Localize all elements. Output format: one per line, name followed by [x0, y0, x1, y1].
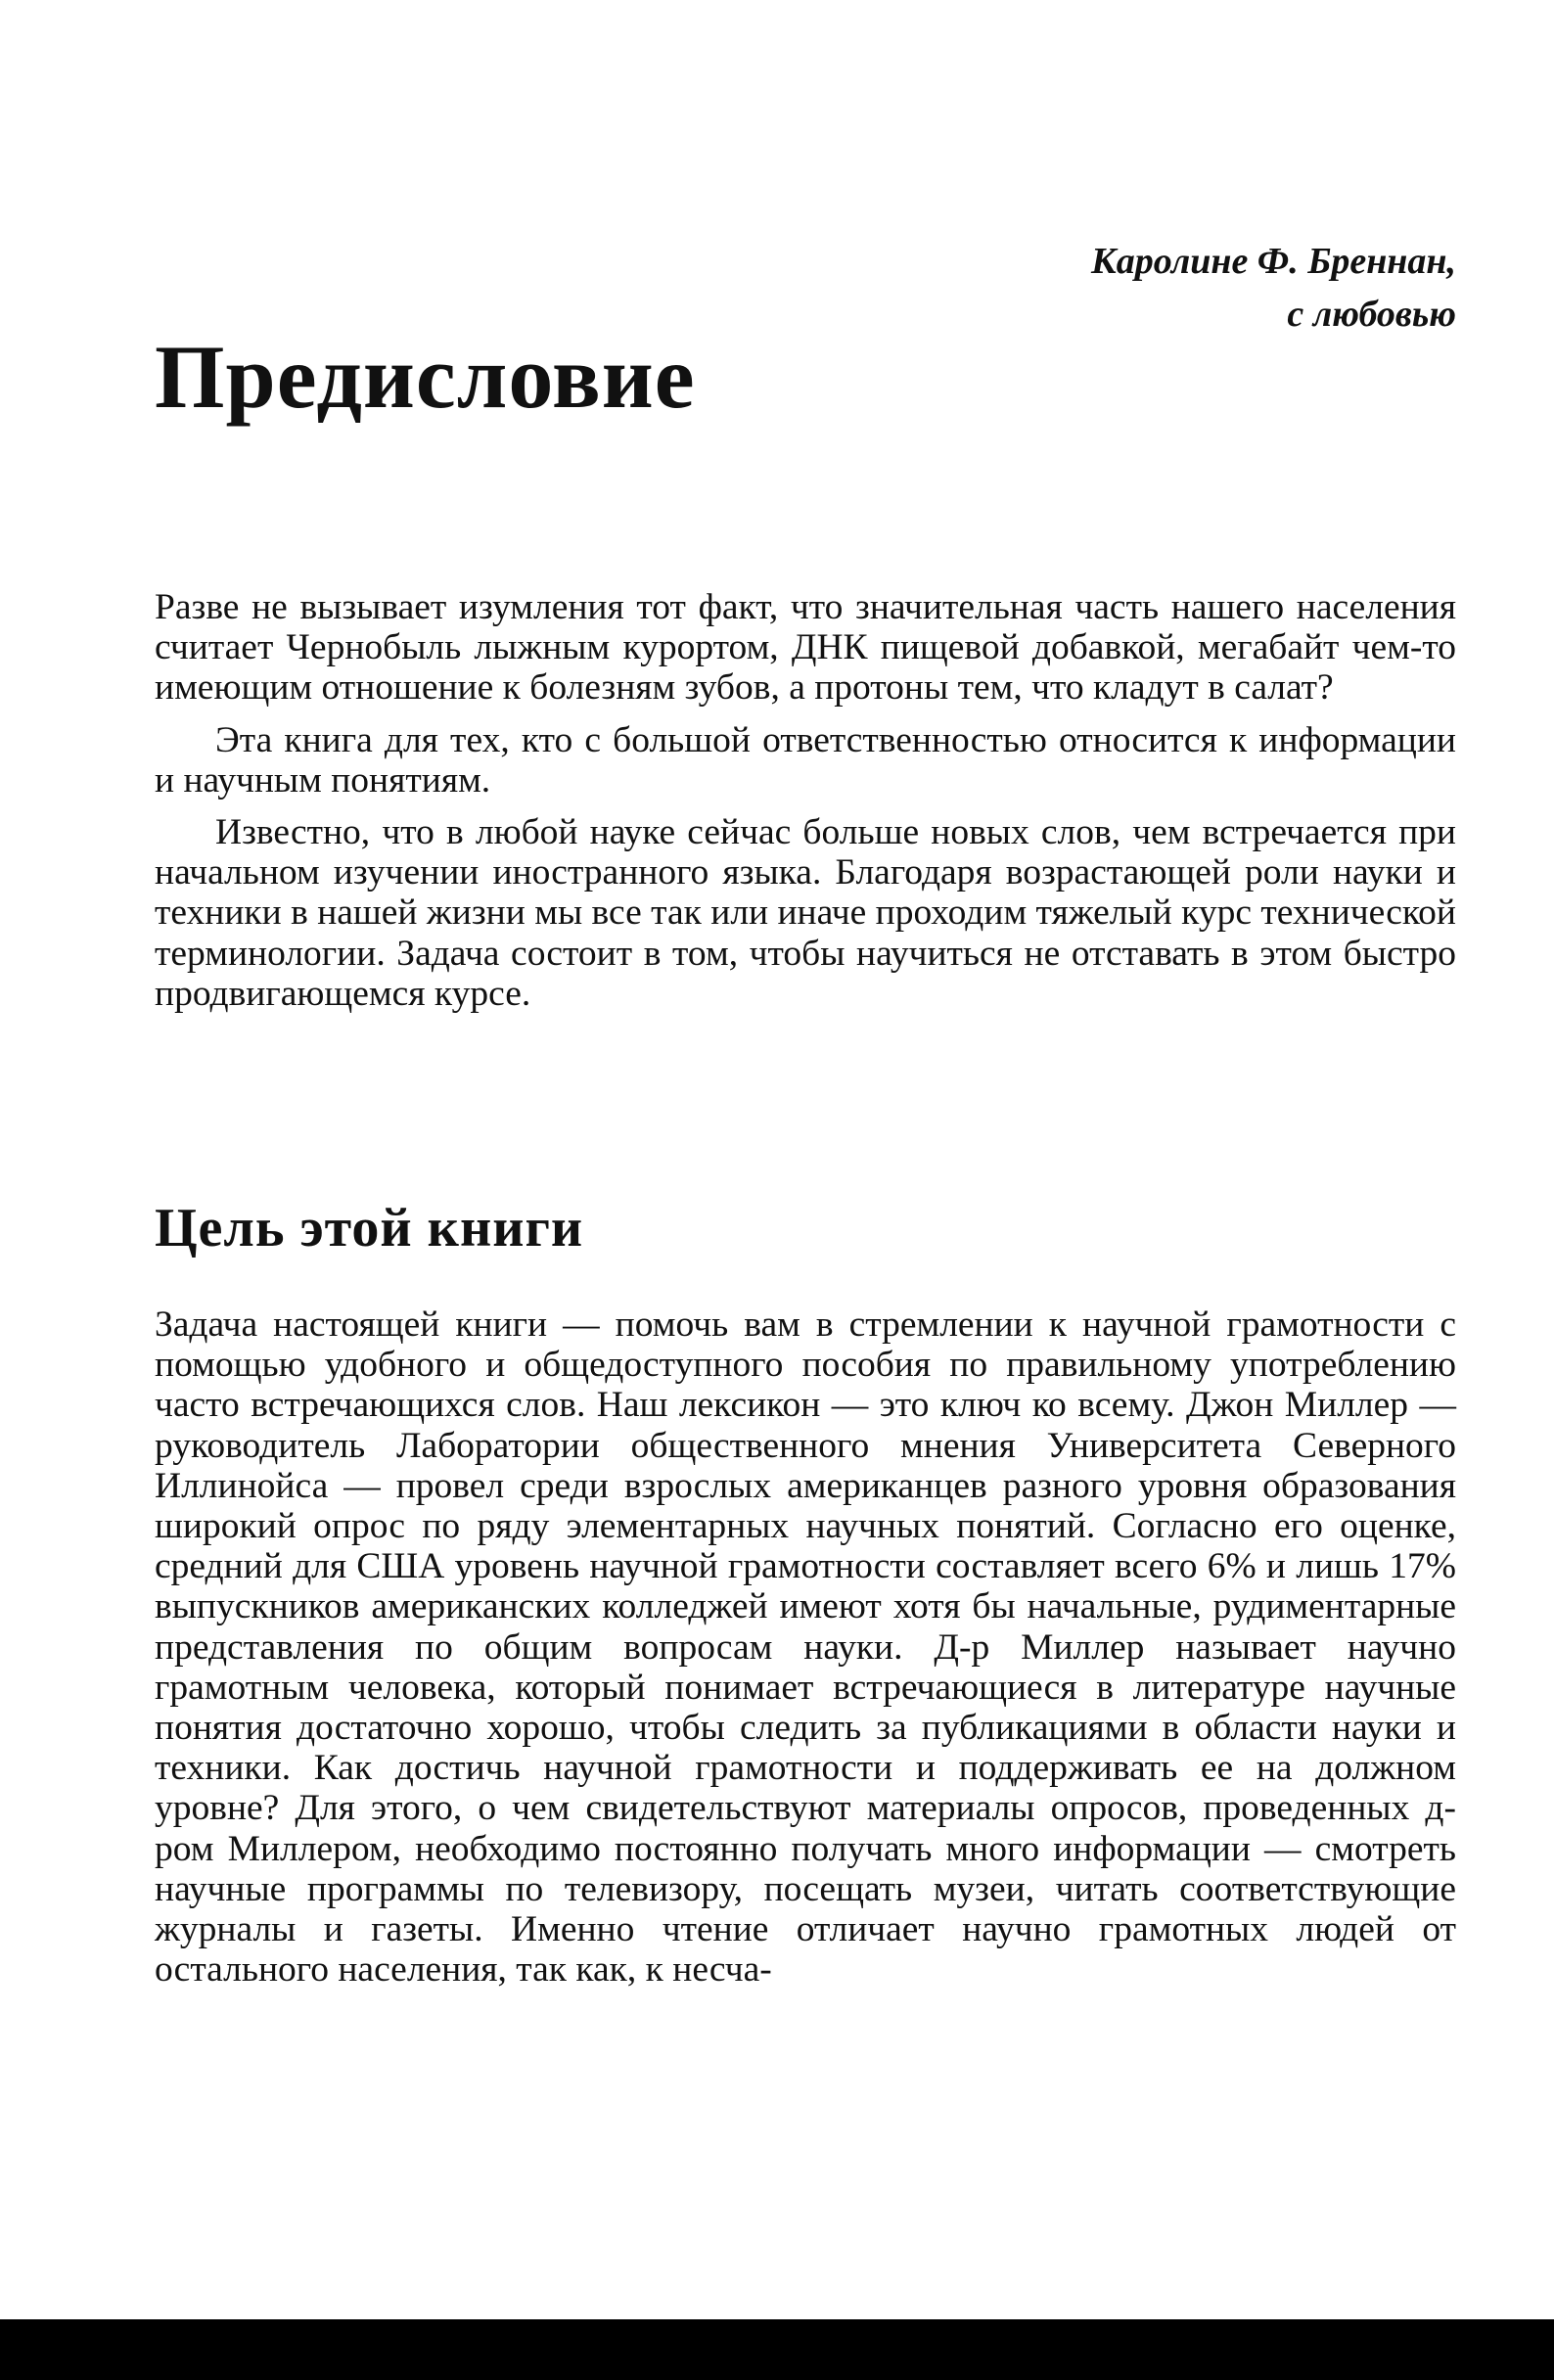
section-paragraph: Задача настоящей книги — помочь вам в стремлении к научной грамотности с помощью удобного и общедоступного пособия по правильному употреблению часто встречающихся слов. Наш лексикон — это ключ ко всему. Джон Миллер — руководитель Лаборатории общественного мнения Университета Северного Иллинойса — провел среди взрослых американцев разного уровня образования широкий опрос по ряду элементарных научных понятий. Согласно его оценке, средний для США уровень научной грамотности составляет всего 6% и лишь 17% выпускников американских колледжей имеют хотя бы начальные, рудиментарные представления по общим вопросам науки. Д-р Миллер называет научно грамотным человека, который понимает встречающиеся в литературе научные понятия достаточно хорошо, чтобы следить за публикациями в области науки и техники. Как достичь научной грамотности и поддерживать ее на должном уровне? Для этого, о чем свидетельствуют материалы опросов, проведенных д-ром Миллером, необходимо постоянно получать много информации — смотреть научные программы по телевизору, посещать музеи, читать соответствующие журналы и газеты. Именно чтение отличает научно грамотных людей от остального населения, так как, к несча- [155, 1304, 1456, 1991]
chapter-title: Предисловие [155, 327, 696, 427]
dedication-line-2: с любовью [1287, 294, 1456, 335]
dedication-line-1: Каролине Ф. Бреннан, [1090, 241, 1456, 282]
intro-text [155, 587, 1456, 1014]
intro-paragraph-3: Известно, что в любой науке сейчас больше новых слов, чем встречается при начальном изучении иностранного языка. Благодаря возрастающей роли науки и техники в нашей жизни мы все так или иначе проходим тяжелый курс технической терминологии. Задача состоит в том, чтобы научиться не отставать в этом быстро продвигающемся курсе. [155, 812, 1456, 1014]
intro-paragraph-2: Эта книга для тех, кто с большой ответственностью относится к информации и научным понятиям. [155, 719, 1456, 801]
intro-paragraph-1: Разве не вызывает изумления тот факт, что значительная часть нашего населения считает Чернобыль лыжным курортом, ДНК пищевой добавкой, мегабайт чем-то имеющим отношение к болезням зубов, а протоны тем, что кладут в салат? [155, 587, 1456, 709]
section-title: Цель этой книги [155, 1198, 584, 1259]
section-text [155, 1304, 1456, 1990]
dedication [881, 235, 1456, 341]
scan-edge-bar [0, 2319, 1554, 2380]
